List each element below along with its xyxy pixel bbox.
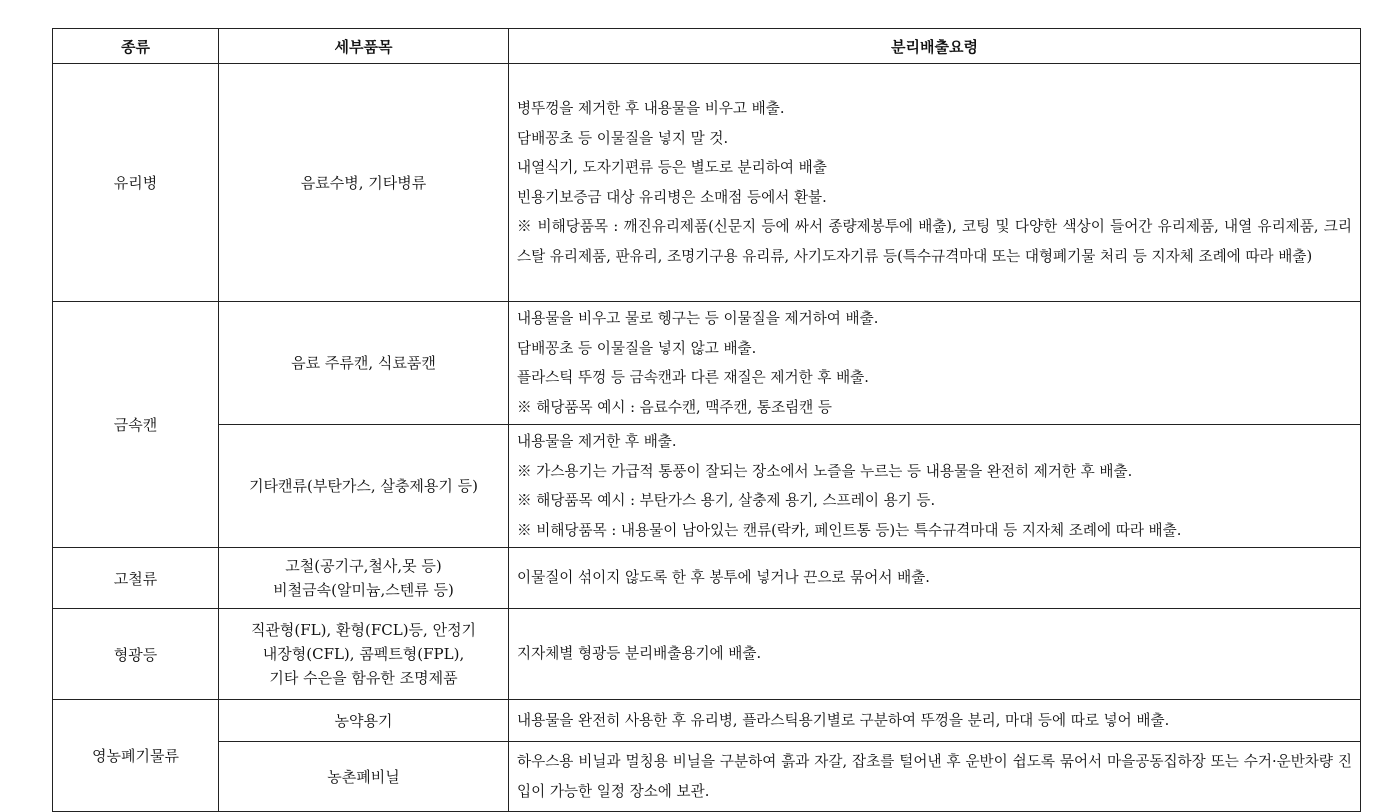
header-category: 종류	[53, 29, 219, 64]
header-row	[53, 29, 1361, 64]
table-row-can-2	[53, 425, 1361, 548]
item-can-1: 음료 주류캔, 식료품캔	[219, 302, 509, 425]
table-row-farm-1	[53, 700, 1361, 742]
desc-line: 담배꽁초 등 이물질을 넣지 말 것.	[517, 129, 729, 147]
item-line: 비철금속(알미늄,스텐류 등)	[273, 581, 454, 599]
desc-line: 지자체별 형광등 분리배출용기에 배출.	[517, 645, 762, 662]
desc-can-1	[509, 302, 1361, 425]
item-line: 내장형(CFL), 콤펙트형(FPL),	[262, 645, 465, 663]
desc-line: 내열식기, 도자기편류 등은 별도로 분리하여 배출	[517, 159, 827, 176]
desc-farm-2	[509, 742, 1361, 812]
header-method: 분리배출요령	[509, 29, 1361, 64]
header-item: 세부품목	[219, 29, 509, 64]
item-scrap	[219, 548, 509, 609]
desc-scrap	[509, 548, 1361, 609]
desc-farm-1	[509, 700, 1361, 742]
table-row-can-1	[53, 302, 1361, 425]
item-line: 기타 수은을 함유한 조명제품	[269, 669, 458, 687]
desc-glass	[509, 64, 1361, 302]
category-scrap: 고철류	[53, 548, 219, 609]
desc-can-2	[509, 425, 1361, 548]
item-glass: 음료수병, 기타병류	[219, 64, 509, 302]
desc-line: ※ 비해당품목 : 내용물이 남아있는 캔류(락카, 페인트통 등)는 특수규격마대 등 지자체 조례에 따라 배출.	[517, 521, 1182, 539]
category-farm: 영농폐기물류	[53, 700, 219, 812]
category-glass: 유리병	[53, 64, 219, 302]
item-can-2: 기타캔류(부탄가스, 살충제용기 등)	[219, 425, 509, 548]
table-row-scrap	[53, 548, 1361, 609]
desc-lamp	[509, 609, 1361, 700]
desc-line: 담배꽁초 등 이물질을 넣지 않고 배출.	[517, 339, 757, 357]
desc-line: ※ 가스용기는 가급적 통풍이 잘되는 장소에서 노즐을 누르는 등 내용물을 완전히 제거한 후 배출.	[517, 462, 1133, 480]
desc-line: 하우스용 비닐과 멀칭용 비닐을 구분하여 흙과 자갈, 잡초를 털어낸 후 운반이 쉽도록 묶어서 마을공동집하장 또는 수거·운반차량 진입이 가능한 일정 장소에 보관.	[517, 753, 1352, 800]
desc-line: 이물질이 섞이지 않도록 한 후 봉투에 넣거나 끈으로 묶어서 배출.	[517, 569, 930, 586]
desc-line: 병뚜껑을 제거한 후 내용물을 비우고 배출.	[517, 100, 785, 117]
item-line: 고철(공기구,철사,못 등)	[285, 557, 442, 575]
desc-line: ※ 해당품목 예시 : 부탄가스 용기, 살충제 용기, 스프레이 용기 등.	[517, 492, 936, 509]
desc-line: 빈용기보증금 대상 유리병은 소매점 등에서 환불.	[517, 188, 827, 206]
table-row-farm-2	[53, 742, 1361, 812]
category-lamp: 형광등	[53, 609, 219, 700]
table-row-lamp	[53, 609, 1361, 700]
desc-line: 내용물을 비우고 물로 헹구는 등 이물질을 제거하여 배출.	[517, 310, 879, 327]
desc-line: 내용물을 완전히 사용한 후 유리병, 플라스틱용기별로 구분하여 뚜껑을 분리, 마대 등에 따로 넣어 배출.	[517, 711, 1170, 729]
item-line: 직관형(FL), 환형(FCL)등, 안정기	[250, 621, 477, 639]
item-farm-1: 농약용기	[219, 700, 509, 742]
desc-line: 플라스틱 뚜껑 등 금속캔과 다른 재질은 제거한 후 배출.	[517, 369, 869, 386]
table-row-glass	[53, 64, 1361, 302]
recycling-guide-table	[52, 28, 1361, 812]
desc-line: ※ 해당품목 예시 : 음료수캔, 맥주캔, 통조림캔 등	[517, 398, 833, 416]
item-lamp	[219, 609, 509, 700]
item-farm-2: 농촌폐비닐	[219, 742, 509, 812]
desc-note: ※ 비해당품목 : 깨진유리제품(신문지 등에 싸서 종량제봉투에 배출), 코팅 및 다양한 색상이 들어간 유리제품, 내열 유리제품, 크리스탈 유리제품, 판유리, 조명기구용 유리류, 사기도자기류 등(특수규격마대 또는 대형폐기물 처리 등 지자체 조례에 따라 배출)	[517, 218, 1352, 265]
desc-line: 내용물을 제거한 후 배출.	[517, 433, 677, 450]
category-can: 금속캔	[53, 302, 219, 548]
